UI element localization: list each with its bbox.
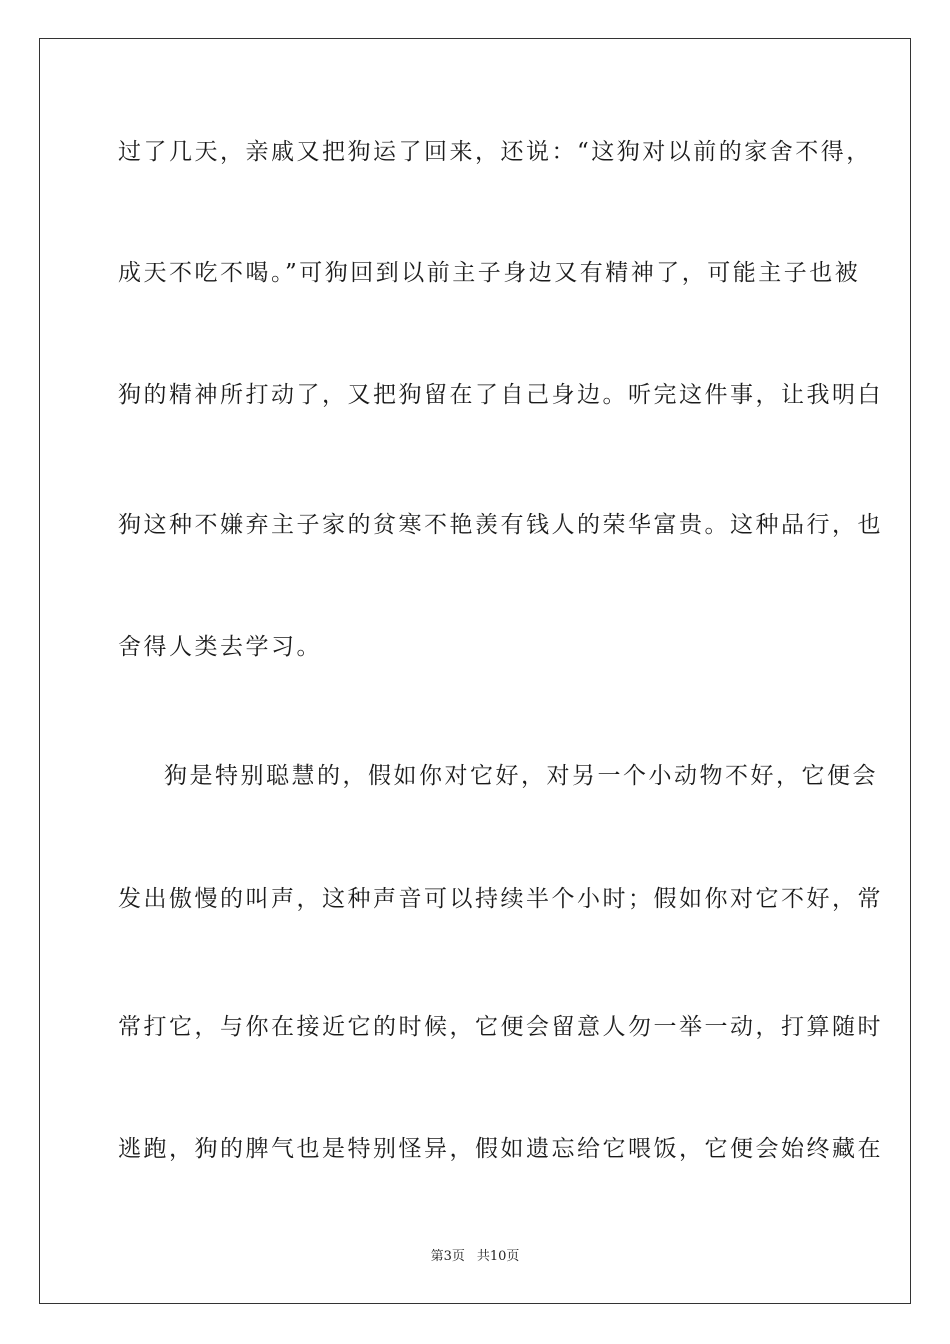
text-line: 狗这种不嫌弃主子家的贫寒不艳羡有钱人的荣华富贵。这种品行，也: [118, 512, 883, 538]
page-footer: [0, 1248, 950, 1266]
text-line: 逃跑，狗的脾气也是特别怪异，假如遗忘给它喂饭，它便会始终藏在: [118, 1136, 883, 1162]
page-total: 共10页: [476, 1249, 520, 1264]
text-line: 常打它，与你在接近它的时候，它便会留意人勿一举一动，打算随时: [118, 1014, 883, 1040]
paragraph-first-line: 狗是特别聪慧的，假如你对它好，对另一个小动物不好，它便会: [164, 763, 878, 789]
text-line: 成天不吃不喝。”可狗回到以前主子身边又有精神了，可能主子也被: [118, 260, 861, 286]
text-line: 发出傲慢的叫声，这种声音可以持续半个小时；假如你对它不好，常: [118, 886, 883, 912]
page-border: [39, 38, 911, 1304]
text-line: 过了几天，亲戚又把狗运了回来，还说：“这狗对以前的家舍不得，: [118, 139, 872, 165]
text-line: 舍得人类去学习。: [118, 634, 322, 660]
page-number: 第3页: [430, 1249, 465, 1264]
text-line: 狗的精神所打动了，又把狗留在了自己身边。听完这件事，让我明白: [118, 382, 883, 408]
